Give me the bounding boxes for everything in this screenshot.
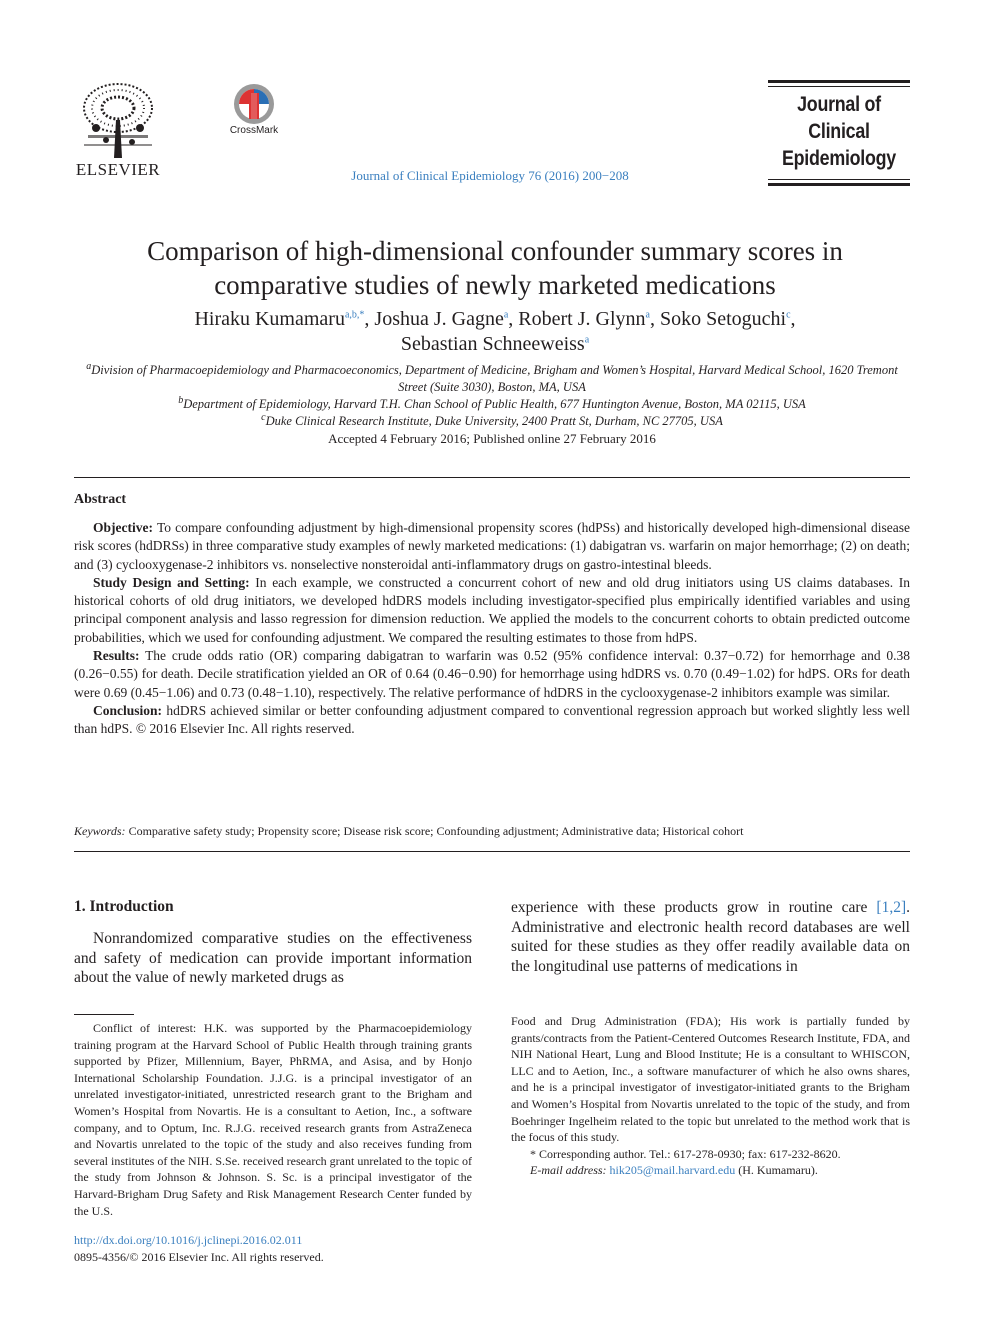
footnotes-right xyxy=(511,1013,910,1179)
email-link[interactable]: hik205@mail.harvard.edu xyxy=(609,1163,736,1178)
abstract-design xyxy=(74,574,910,647)
author-name: Robert J. Glynn xyxy=(518,308,646,330)
conflict-of-interest-continued: Food and Drug Administration (FDA); His work is partially funded by grants/contracts from the Patient-Centered Outcomes Research Institute, FDA, and NIH National Heart, Lung and Blood Institute; He is a consultant to WHISCON, LLC and to Aetion, Inc., a software manufacturer of which he also owns shares, and he is a principal investigator of investigator-initiated grants to the Brigham and Women’s Hospital from Novartis unrelated to the topic of the study, and from Boehringer Ingelheim related to the topic but unrelated to the method work that is the focus of this study. xyxy=(511,1014,910,1145)
abstract-label: Results: xyxy=(93,648,140,664)
article-title: Comparison of high-dimensional confounder summary scores in comparative studies of newly marketed medications xyxy=(147,236,843,300)
divider-bottom xyxy=(74,851,910,852)
intro-paragraph: Nonrandomized comparative studies on the effectiveness and safety of medication can provide important information about the value of newly marketed drugs as xyxy=(74,930,472,986)
affiliation-sup: a xyxy=(86,360,92,372)
affiliation-c xyxy=(74,413,910,430)
publisher-name: ELSEVIER xyxy=(75,160,161,179)
abstract-text: hdDRS achieved similar or better confounding adjustment compared to conventional regression approach but worked slightly less well than hdPS. © 2016 Elsevier Inc. All rights reserved. xyxy=(74,702,911,737)
email-line xyxy=(511,1162,910,1179)
affiliation-b xyxy=(74,396,910,413)
abstract-conclusion xyxy=(74,702,910,739)
crossmark-label: CrossMark xyxy=(229,125,279,136)
affiliation-sup: b xyxy=(178,394,184,406)
email-label: E-mail address: xyxy=(530,1163,607,1178)
keywords-text: Comparative safety study; Propensity score; Disease risk score; Confounding adjustment; Administrative data; Historical cohort xyxy=(128,824,744,838)
crossmark-icon xyxy=(226,83,282,125)
abstract-label: Objective: xyxy=(93,520,153,535)
journal-title-line3: Epidemiology xyxy=(782,147,896,170)
keywords xyxy=(74,824,910,839)
abstract-text: In each example, we constructed a concurrent cohort of new and old drug initiators using US claims databases. In historical cohorts of old drug initiators, we developed hdDRS models including investigator-specified plus empirically identified variables and using principal component analysis and lasso regression for dimension reduction. We applied the models to the concurrent cohorts to obtain predicted outcome probabilities, which we used for confounding adjustment. We compared the resulting estimates to those from hdPS. xyxy=(74,574,911,645)
journal-title-line1: Journal of xyxy=(797,93,881,116)
author-sup[interactable]: a xyxy=(645,309,650,321)
intro-paragraph-continued xyxy=(511,898,910,976)
affiliation-a xyxy=(74,362,910,396)
journal-citation[interactable]: Journal of Clinical Epidemiology 76 (2016) 200−208 xyxy=(351,168,629,183)
author-sup[interactable]: c xyxy=(786,309,791,321)
doi-link[interactable]: http://dx.doi.org/10.1016/j.jclinepi.2016.02.011 xyxy=(74,1233,303,1247)
abstract-label: Conclusion: xyxy=(93,702,163,718)
affiliation-sup: c xyxy=(261,411,266,423)
author-name: Soko Setoguchi xyxy=(659,308,787,330)
citation-ref-link[interactable]: [1,2] xyxy=(876,899,907,916)
author-list: Hiraku Kumamaru$^{a,b,*}$, Joshua J. Gagne$^a$, Robert J. Glynn$^a$, Soko Setoguchi$^c$, Sebastian Schneeweiss$^a$ xyxy=(194,308,796,355)
section-heading-introduction: 1. Introduction xyxy=(74,898,174,915)
corresponding-author: * Corresponding author. Tel.: 617-278-0930; fax: 617-232-8620. xyxy=(530,1146,841,1161)
crossmark-logo[interactable] xyxy=(226,83,282,143)
author-sup[interactable]: a,b,* xyxy=(344,309,365,321)
issn-copyright: 0895-4356/© 2016 Elsevier Inc. All rights reserved. xyxy=(74,1250,324,1264)
keywords-label: Keywords: xyxy=(74,824,126,838)
author-name: Hiraku Kumamaru xyxy=(194,308,345,330)
abstract-results xyxy=(74,647,910,702)
abstract-text: To compare confounding adjustment by high-dimensional propensity scores (hdPSs) and historically developed high-dimensional disease risk scores (hdDRSs) in three comparative study examples of newly marketed medications: (1) dabigatran vs. warfarin on major hemorrhage; (2) on death; and (3) cyclooxygenase-2 inhibitors vs. nonselective nonsteroidal anti-inflammatory drugs on gastro-intestinal bleeds. xyxy=(74,520,910,572)
email-suffix: (H. Kumamaru). xyxy=(738,1163,818,1178)
abstract-label: Study Design and Setting: xyxy=(93,574,250,590)
abstract-text: The crude odds ratio (OR) comparing dabigatran to warfarin was 0.52 (95% confidence interval: 0.37−0.72) for hemorrhage and 0.38 (0.26−0.55) for death. Decile stratification yielded an OR of 0.64 (0.46−0.90) for hemorrhage using hdDRS vs. 0.70 (0.49−1.02) for hdPS. ORs for death were 0.69 (0.45−1.06) and 0.73 (0.48−1.10), respectively. The relative performance of hdDRS in the cyclooxygenase-2 inhibitors example was similar. xyxy=(74,648,910,700)
divider-top xyxy=(74,477,910,478)
abstract-body xyxy=(74,519,910,739)
affiliations xyxy=(74,362,910,430)
affiliation-text: Duke Clinical Research Institute, Duke University, 2400 Pratt St, Durham, NC 27705, USA xyxy=(265,414,723,428)
abstract-objective xyxy=(74,519,910,574)
elsevier-tree-icon xyxy=(78,80,158,158)
author-sup[interactable]: a xyxy=(584,334,590,346)
affiliation-text: Division of Pharmacoepidemiology and Pharmacoeconomics, Department of Medicine, Brigham and Women’s Hospital, Harvard Medical School, 1620 Tremont Street (Suite 3030), Boston, MA, USA xyxy=(91,363,898,394)
journal-masthead xyxy=(768,80,910,186)
elsevier-logo xyxy=(72,80,164,180)
article-dates: Accepted 4 February 2016; Published online 27 February 2016 xyxy=(328,431,656,446)
intro-text: experience with these products grow in routine care xyxy=(511,899,868,916)
journal-title xyxy=(779,91,900,172)
footnote-rule xyxy=(74,1014,134,1015)
author-name: Joshua J. Gagne xyxy=(374,308,504,330)
abstract-heading: Abstract xyxy=(74,492,127,507)
journal-title-line2: Clinical xyxy=(808,120,870,143)
conflict-of-interest-footnote: Conflict of interest: H.K. was supported by the Pharmacoepidemiology training program at the Harvard School of Public Health through training grants supported by Pfizer, Millennium, Bayer, PhRMA, and Asisa, and by Honjo International Scholarship Foundation. J.J.G. is a principal investigator of an unrelated investigator-initiated, unrestricted research grant to the Brigham and Women’s Hospital from Novartis. He is a consultant to Aetion, Inc., a software company, and to Optum, Inc. R.J.G. received research grants from AstraZeneca and Novartis unrelated to the topic of the study and also receives funding from several institutes of the NIH. S.Se. received research grant unrelated to the topic of the study from Johnson & Johnson. S. Sc. is a principal investigator of the Harvard-Brigham Drug Safety and Risk Management Research Center funded by the U.S. xyxy=(74,1021,472,1218)
author-name: Sebastian Schneeweiss xyxy=(400,333,585,355)
footer xyxy=(74,1232,324,1266)
affiliation-text: Department of Epidemiology, Harvard T.H. Chan School of Public Health, 677 Huntington Avenue, Boston, MA 02115, USA xyxy=(183,397,806,411)
author-sup[interactable]: a xyxy=(503,309,509,321)
intro-text: . Administrative and electronic health record databases are well suited for these studies as they offer readily available data on the longitudinal use patterns of medications in xyxy=(511,899,910,975)
